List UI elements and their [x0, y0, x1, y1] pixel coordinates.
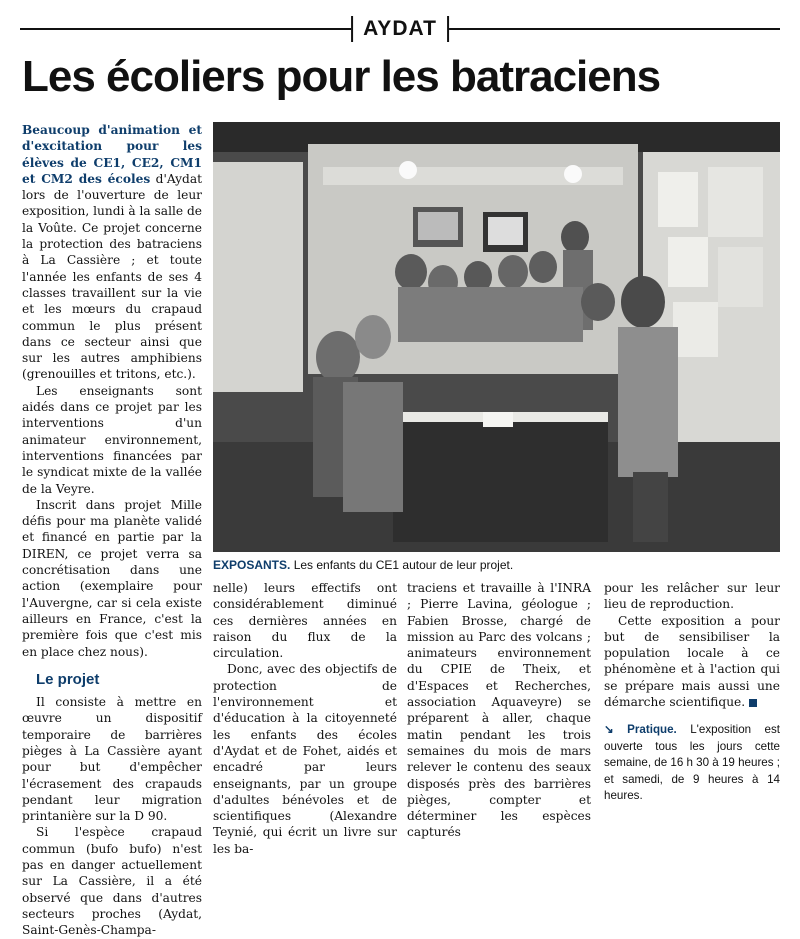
paragraph: Si l'espèce crapaud commun (bufo bufo) n'est pas en danger actuellement sur La Cassière, il a été observé que dans d'autres secteurs proches (Aydat, Saint-Genès-Champa- [22, 825, 202, 938]
article-column-4 [604, 580, 780, 710]
article-headline: Les écoliers pour les batraciens [22, 52, 661, 101]
paragraph: traciens et travaille à l'INRA ; Pierre Lavina, géologue ; Fabien Brosse, chargé de mission au Parc des volcans ; animateurs environnement du CPIE de Theix, et d'Espaces et Recherches, association Aquaveyre) se préparent à aller, chaque matin pendant les trois semaines du mois de mars relever le contenu des seaux disposés près des barrières pièges, compter et déterminer les espèces capturés [407, 581, 591, 840]
arrow-icon: ↘ [604, 723, 614, 736]
section-header [20, 16, 780, 42]
practical-tag: Pratique. [627, 723, 677, 736]
paragraph: Il consiste à mettre en œuvre un dispositif temporaire de barrières pièges à La Cassière ayant pour but d'empêcher l'écrasement des crapauds pendant leur migration printanière sur la D 90. [22, 695, 202, 824]
paragraph: Donc, avec des objectifs de protection de l'environnement et d'éducation à la citoyenneté les enfants des écoles d'Aydat et de Fohet, aidés et encadré par leurs enseignants, par un groupe d'adultes bénévoles et de scientifiques (Alexandre Teynié, qui écrit un livre sur les ba- [213, 662, 397, 856]
lead-text: Beaucoup d'animation et d'excitation pour les élèves de CE1, CE2, CM1 et CM2 des écoles [22, 123, 202, 186]
photo-illustration [213, 122, 780, 552]
end-of-article-mark [749, 699, 757, 707]
practical-text: L'exposition est ouverte tous les jours cette semaine, de 16 h 30 à 19 heures ; et samedi, de 9 heures à 14 heures. [604, 723, 780, 802]
article-column-3 [407, 580, 591, 841]
paragraph [604, 613, 780, 711]
paragraph: Les enseignants sont aidés dans ce projet par les interventions d'un animateur environnement, interventions financées par le syndicat mixte de la vallée de la Veyre. [22, 383, 202, 496]
paragraph: pour les relâcher sur leur lieu de reproduction. [604, 581, 780, 612]
paragraph: Inscrit dans projet Mille défis pour ma planète validé et financé en partie par la DIREN, ce projet verra sa concrétisation dans une action (exemplaire pour l'Auvergne, car si cela existe ailleurs en France, c'est la première fois que c'est mis en place chez nous). [22, 497, 202, 659]
practical-info-box [604, 722, 780, 805]
article-photo [213, 122, 780, 552]
article-column-left [22, 122, 202, 939]
subheading: Le projet [36, 670, 100, 688]
paragraph: nelle) leurs effectifs ont considérablement diminué ces dernières années en raison du flux de la circulation. [213, 581, 397, 661]
lead-continuation: d'Aydat lors de l'ouverture de leur exposition, lundi à la salle de la Voûte. Ce projet concerne la protection des batraciens à La Cassière ; et toute l'année les enfants de ses 4 classes travaillent sur la vie et les mœurs du crapaud commun le plus présent dans ce secteur ainsi que sur les autres amphibiens (grenouilles et tritons, etc.). [22, 171, 202, 382]
photo-caption [213, 557, 780, 573]
caption-text: Les enfants du CE1 autour de leur projet. [290, 558, 514, 572]
paragraph-text: Cette exposition a pour but de sensibiliser la population locale à ce phénomène et à l'action qui se prépare mais aussi une démarche scientifique. [604, 613, 780, 710]
section-label: AYDAT [351, 16, 449, 42]
lead-paragraph [22, 122, 202, 383]
article-column-2 [213, 580, 397, 857]
caption-tag: EXPOSANTS. [213, 558, 291, 572]
